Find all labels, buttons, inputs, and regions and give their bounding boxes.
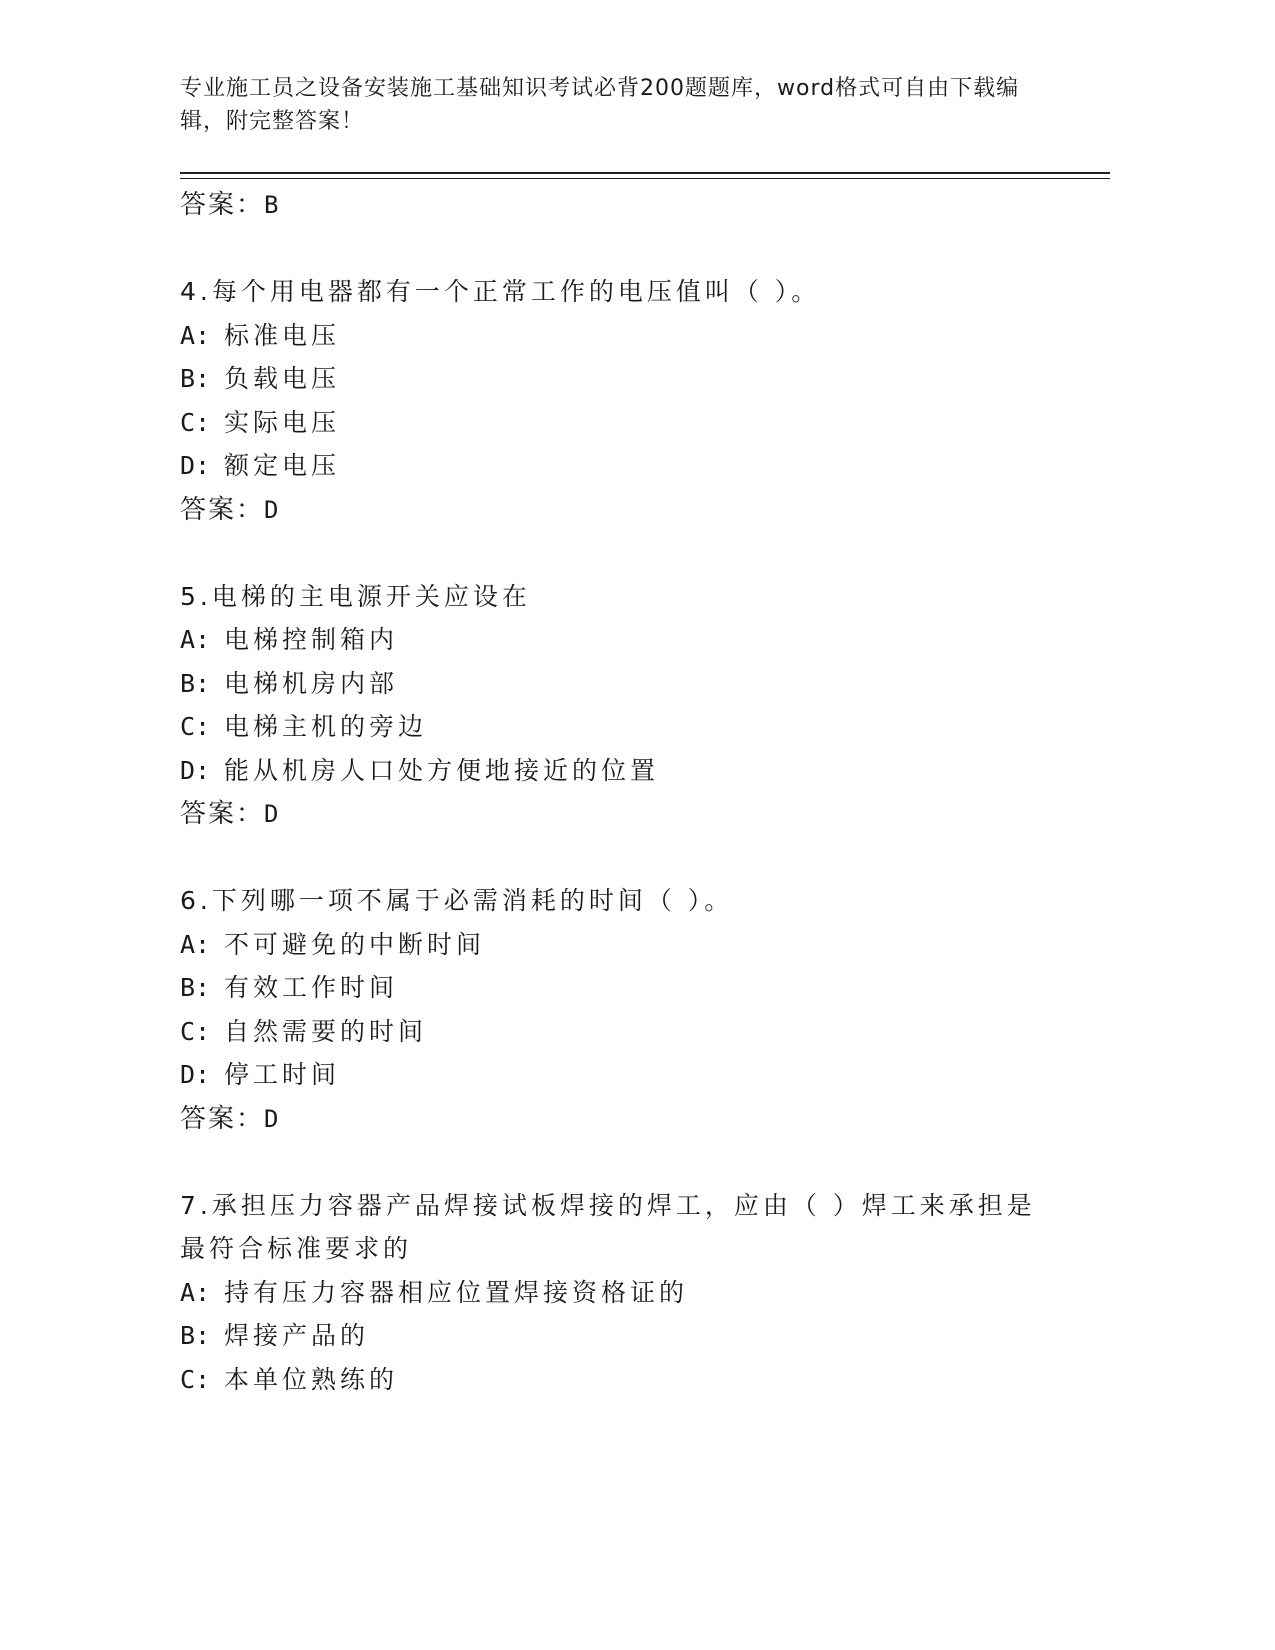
option-b: [180, 1314, 1060, 1358]
option-text: 停工时间: [224, 1060, 341, 1089]
question-stem: 4.每个用电器都有一个正常工作的电压值叫（ ）。: [180, 277, 821, 306]
question-block: [180, 879, 1060, 1141]
option-letter: C:: [180, 407, 211, 437]
question-stem: 5.电梯的主电源开关应设在: [180, 581, 531, 611]
option-a: [180, 1271, 1060, 1315]
option-a: [180, 618, 1060, 662]
spacer: [180, 1141, 1060, 1184]
option-text: 自然需要的时间: [224, 1016, 428, 1046]
answer-label: 答案：: [180, 190, 265, 220]
option-letter: B:: [180, 973, 211, 1002]
answer-line: [180, 792, 1060, 836]
option-text: 不可避免的中断时间: [224, 929, 486, 959]
answer-line: [180, 183, 1060, 227]
option-a: [180, 314, 1060, 358]
option-text: 电梯机房内部: [224, 668, 399, 698]
spacer: [180, 532, 1060, 575]
option-c: [180, 401, 1060, 445]
document-header: 专业施工员之设备安装施工基础知识考试必背200题题库，word格式可自由下载编辑，附完整答案！: [180, 76, 1020, 134]
answer-label: 答案：: [180, 799, 265, 829]
question-stem: 7.承担压力容器产品焊接试板焊接的焊工，应由（ ）焊工来承担是最符合标准要求的: [180, 1190, 1036, 1263]
option-text: 焊接产品的: [224, 1321, 370, 1350]
option-letter: C:: [180, 1016, 211, 1046]
option-text: 实际电压: [224, 407, 341, 437]
option-d: [180, 1053, 1060, 1097]
answer-value: B: [264, 191, 279, 219]
option-c: [180, 1010, 1060, 1054]
option-d: [180, 444, 1060, 488]
option-letter: D:: [180, 451, 211, 480]
spacer: [180, 836, 1060, 879]
option-b: [180, 662, 1060, 706]
option-text: 能从机房人口处方便地接近的位置: [224, 755, 660, 785]
answer-value: D: [264, 800, 279, 828]
option-text: 负载电压: [224, 364, 341, 393]
option-letter: A:: [180, 320, 211, 350]
option-text: 持有压力容器相应位置焊接资格证的: [224, 1277, 689, 1307]
answer-value: D: [264, 1104, 279, 1133]
option-letter: A:: [180, 625, 211, 654]
option-c: [180, 1358, 1060, 1402]
option-letter: D:: [180, 755, 211, 785]
option-d: [180, 749, 1060, 793]
option-text: 电梯控制箱内: [224, 625, 399, 654]
option-text: 标准电压: [224, 320, 341, 350]
option-b: [180, 357, 1060, 401]
answer-line: [180, 1097, 1060, 1141]
answer-label: 答案：: [180, 1103, 265, 1134]
option-letter: C:: [180, 1364, 211, 1394]
option-letter: B:: [180, 668, 211, 698]
spacer: [180, 227, 1060, 270]
question-stem: 6.下列哪一项不属于必需消耗的时间（ ）。: [180, 886, 734, 915]
option-b: [180, 966, 1060, 1010]
answer-line: [180, 488, 1060, 532]
option-text: 本单位熟练的: [224, 1364, 399, 1394]
header-rule-thick: [180, 172, 1110, 174]
answer-label: 答案：: [180, 494, 265, 525]
option-letter: A:: [180, 1277, 211, 1307]
option-text: 额定电压: [224, 451, 341, 480]
option-text: 电梯主机的旁边: [224, 712, 428, 741]
option-letter: B:: [180, 364, 211, 393]
option-c: [180, 705, 1060, 749]
option-letter: B:: [180, 1321, 211, 1350]
answer-value: D: [264, 495, 279, 524]
option-letter: C:: [180, 712, 211, 741]
option-letter: D:: [180, 1060, 211, 1089]
question-block: [180, 575, 1060, 837]
question-list: [180, 183, 1060, 1401]
question-block: [180, 270, 1060, 532]
option-letter: A:: [180, 929, 211, 959]
header-rule-thin: [180, 178, 1110, 179]
question-block: [180, 1184, 1060, 1402]
option-a: [180, 923, 1060, 967]
option-text: 有效工作时间: [224, 973, 399, 1002]
